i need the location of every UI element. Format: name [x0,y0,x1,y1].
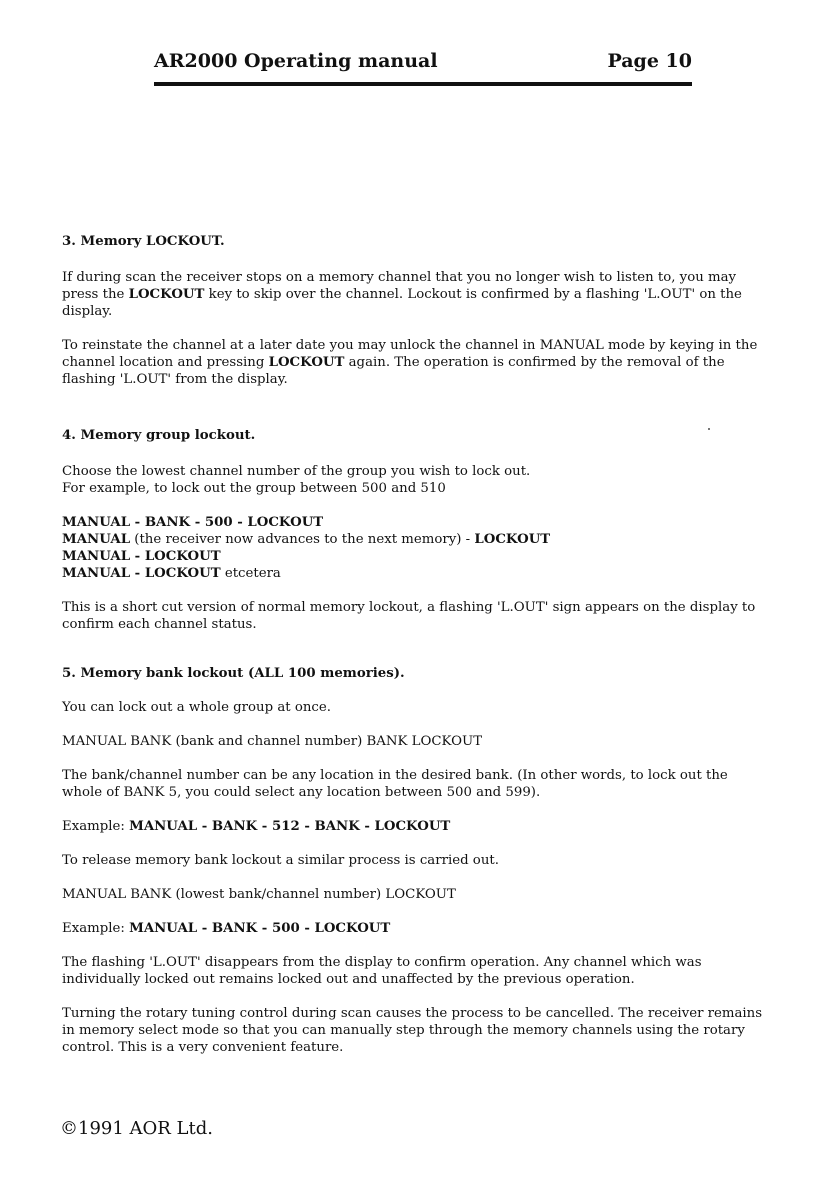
page-number: Page 10 [607,50,692,72]
sequence-line-3: MANUAL - LOCKOUT [62,549,221,564]
copyright-footer: ©1991 AOR Ltd. [60,1118,213,1139]
section-3-para-1: If during scan the receiver stops on a memory channel that you no longer wish to listen to, you may press the LOCKOUT key to skip over the channel. Lockout is confirmed by a flashing 'L.OUT' on the display. [62,270,742,319]
section-3-heading: 3. Memory LOCKOUT. [62,234,225,249]
section-4-para-1b: For example, to lock out the group between 500 and 510 [62,481,446,496]
page-content [62,233,772,1056]
sequence-line-1: MANUAL - BANK - 500 - LOCKOUT [62,515,324,530]
sequence-line-2: MANUAL (the receiver now advances to the next memory) - LOCKOUT [62,532,551,547]
section-5-para-4: To release memory bank lockout a similar process is carried out. [62,853,499,868]
section-4-para-2: This is a short cut version of normal memory lockout, a flashing 'L.OUT' sign appears on the display to confirm each channel status. [62,600,756,632]
section-5-para-5: MANUAL BANK (lowest bank/channel number) LOCKOUT [62,887,456,902]
sequence-line-4: MANUAL - LOCKOUT etcetera [62,566,281,581]
section-5-para-7: Turning the rotary tuning control during scan causes the process to be cancelled. The receiver remains in memory select mode so that you can manually step through the memory channels using the rotary control. This is a very convenient feature. [62,1006,763,1055]
section-5-para-2: MANUAL BANK (bank and channel number) BANK LOCKOUT [62,734,483,749]
section-4-para-1a: Choose the lowest channel number of the group you wish to lock out. [62,464,531,479]
section-5-para-6: The flashing 'L.OUT' disappears from the display to confirm operation. Any channel which was individually locked out remains locked out and unaffected by the previous operation. [62,955,702,987]
example-2: Example: MANUAL - BANK - 500 - LOCKOUT [62,921,391,936]
example-1: Example: MANUAL - BANK - 512 - BANK - LOCKOUT [62,819,451,834]
section-5-para-3: The bank/channel number can be any location in the desired bank. (In other words, to lock out the whole of BANK 5, you could select any location between 500 and 599). [62,768,728,800]
page-header [154,50,692,76]
section-4-heading: 4. Memory group lockout. [62,428,256,443]
section-5-heading: 5. Memory bank lockout (ALL 100 memories). [62,666,405,681]
section-3-para-2: To reinstate the channel at a later date you may unlock the channel in MANUAL mode by keying in the channel location and pressing LOCKOUT again. The operation is confirmed by the removal of the flashing 'L.OUT' from the display. [62,338,758,387]
document-title: AR2000 Operating manual [154,50,438,72]
section-5-para-1: You can lock out a whole group at once. [62,700,331,715]
header-rule [154,82,692,86]
